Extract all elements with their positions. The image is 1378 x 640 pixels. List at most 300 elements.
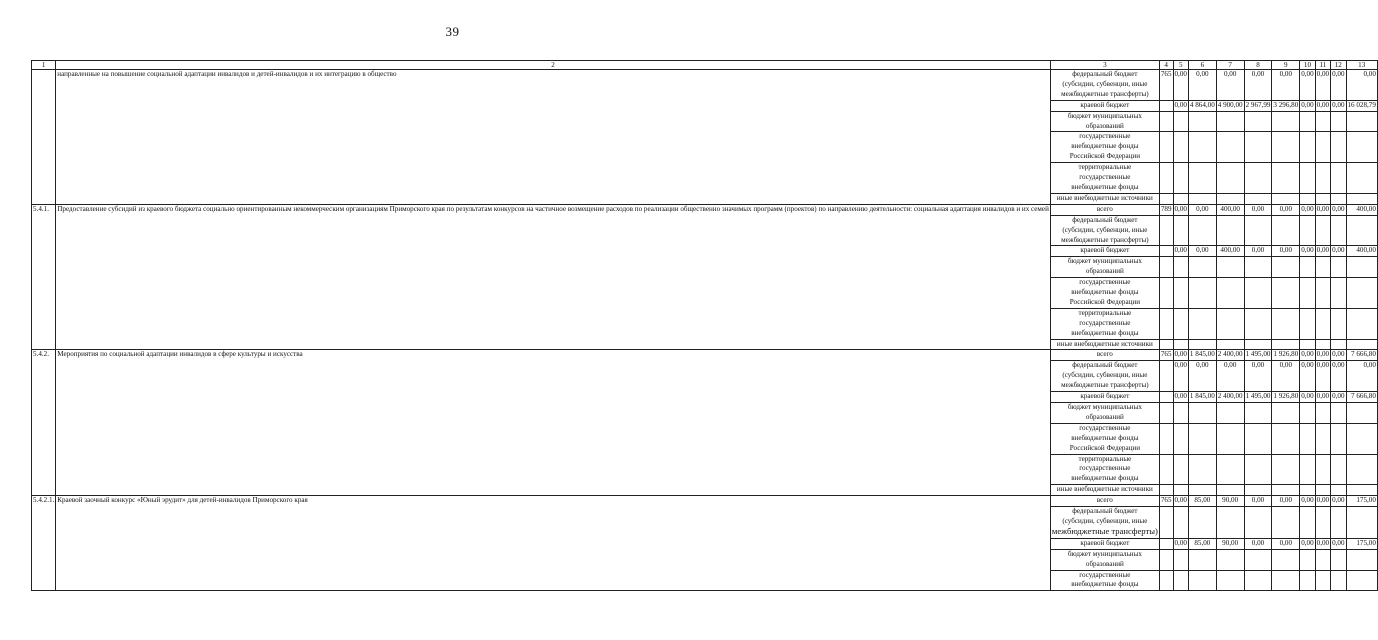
item-title: направленные на повышение социальной адаптации инвалидов и детей-инвалидов и их интеграцию в общество — [56, 70, 1051, 205]
value-cell: 0,00 — [1315, 100, 1330, 111]
value-cell: 400,00 — [1216, 246, 1244, 257]
value-cell — [1346, 549, 1377, 570]
value-cell: 0,00 — [1173, 392, 1188, 403]
value-cell — [1272, 111, 1300, 132]
value-cell: 4 900,00 — [1216, 100, 1244, 111]
value-cell — [1188, 507, 1216, 539]
item-title: Краевой заочный конкурс «Юный эрудит» для детей-инвалидов Приморского края — [56, 496, 1051, 591]
value-cell: 400,00 — [1346, 246, 1377, 257]
value-cell — [1346, 403, 1377, 424]
value-cell — [1331, 403, 1346, 424]
value-cell: 0,00 — [1300, 100, 1315, 111]
value-cell — [1188, 111, 1216, 132]
value-cell: 0,00 — [1300, 496, 1315, 507]
column-number-cell: 13 — [1346, 61, 1377, 70]
value-cell: 0,00 — [1315, 392, 1330, 403]
value-cell — [1216, 423, 1244, 454]
funding-source: краевой бюджет — [1050, 246, 1159, 257]
value-cell: 0,00 — [1272, 204, 1300, 215]
budget-code — [1159, 361, 1173, 392]
value-cell — [1300, 215, 1315, 246]
value-cell — [1331, 423, 1346, 454]
value-cell: 0,00 — [1300, 350, 1315, 361]
value-cell — [1331, 549, 1346, 570]
value-cell: 7 666,80 — [1346, 392, 1377, 403]
funding-source: краевой бюджет — [1050, 100, 1159, 111]
value-cell — [1315, 454, 1330, 485]
value-cell: 90,00 — [1216, 496, 1244, 507]
value-cell — [1300, 570, 1315, 591]
value-cell — [1272, 215, 1300, 246]
value-cell: 175,00 — [1346, 538, 1377, 549]
value-cell — [1315, 132, 1330, 163]
value-cell: 0,00 — [1315, 496, 1330, 507]
funding-source: бюджет муниципальных образований — [1050, 549, 1159, 570]
value-cell: 0,00 — [1331, 204, 1346, 215]
value-cell — [1188, 454, 1216, 485]
budget-code — [1159, 100, 1173, 111]
value-cell — [1188, 215, 1216, 246]
value-cell: 0,00 — [1300, 392, 1315, 403]
funding-source: федеральный бюджет (субсидии, субвенции, иные межбюджетные трансферты) — [1050, 215, 1159, 246]
value-cell: 0,00 — [1331, 350, 1346, 361]
value-cell — [1346, 570, 1377, 591]
value-cell — [1244, 507, 1272, 539]
value-cell — [1244, 111, 1272, 132]
value-cell — [1315, 403, 1330, 424]
value-cell: 85,00 — [1188, 496, 1216, 507]
value-cell — [1272, 403, 1300, 424]
funding-source: государственные внебюджетные фонды Российской Федерации — [1050, 278, 1159, 309]
value-cell — [1188, 278, 1216, 309]
value-cell: 0,00 — [1331, 361, 1346, 392]
value-cell — [1272, 132, 1300, 163]
value-cell — [1331, 163, 1346, 194]
value-cell — [1244, 549, 1272, 570]
value-cell: 2 967,99 — [1244, 100, 1272, 111]
value-cell — [1315, 193, 1330, 204]
column-number-cell: 3 — [1050, 61, 1159, 70]
value-cell — [1315, 257, 1330, 278]
value-cell: 0,00 — [1244, 70, 1272, 101]
value-cell: 0,00 — [1173, 350, 1188, 361]
value-cell — [1244, 215, 1272, 246]
budget-code — [1159, 308, 1173, 339]
budget-code — [1159, 507, 1173, 539]
value-cell — [1346, 507, 1377, 539]
value-cell — [1244, 485, 1272, 496]
value-cell: 0,00 — [1244, 496, 1272, 507]
value-cell — [1346, 454, 1377, 485]
value-cell — [1300, 163, 1315, 194]
funding-source: территориальные государственные внебюджетные фонды — [1050, 163, 1159, 194]
value-cell: 0,00 — [1300, 70, 1315, 101]
value-cell: 0,00 — [1244, 204, 1272, 215]
value-cell — [1300, 454, 1315, 485]
value-cell: 0,00 — [1331, 538, 1346, 549]
column-number-cell: 10 — [1300, 61, 1315, 70]
budget-code — [1159, 339, 1173, 350]
value-cell — [1272, 423, 1300, 454]
value-cell — [1331, 193, 1346, 204]
value-cell — [1216, 507, 1244, 539]
value-cell — [1173, 132, 1188, 163]
value-cell — [1173, 485, 1188, 496]
column-number-cell: 5 — [1173, 61, 1188, 70]
budget-code: 765 — [1159, 70, 1173, 101]
funding-source: всего — [1050, 204, 1159, 215]
value-cell — [1300, 132, 1315, 163]
column-number-cell: 9 — [1272, 61, 1300, 70]
value-cell — [1173, 549, 1188, 570]
value-cell — [1188, 403, 1216, 424]
value-cell — [1244, 454, 1272, 485]
value-cell: 0,00 — [1331, 70, 1346, 101]
value-cell — [1173, 507, 1188, 539]
value-cell — [1244, 423, 1272, 454]
funding-source: бюджет муниципальных образований — [1050, 403, 1159, 424]
value-cell: 0,00 — [1216, 361, 1244, 392]
value-cell — [1244, 403, 1272, 424]
value-cell — [1331, 111, 1346, 132]
value-cell — [1315, 308, 1330, 339]
value-cell: 0,00 — [1272, 361, 1300, 392]
value-cell — [1300, 257, 1315, 278]
budget-code — [1159, 538, 1173, 549]
value-cell — [1346, 215, 1377, 246]
value-cell — [1346, 339, 1377, 350]
funding-source: государственные внебюджетные фонды — [1050, 570, 1159, 591]
value-cell: 0,00 — [1331, 100, 1346, 111]
value-cell: 0,00 — [1173, 70, 1188, 101]
value-cell — [1173, 339, 1188, 350]
item-title: Мероприятия по социальной адаптации инвалидов в сфере культуры и искусства — [56, 350, 1051, 496]
value-cell: 1 495,00 — [1244, 392, 1272, 403]
value-cell: 16 028,79 — [1346, 100, 1377, 111]
value-cell — [1216, 403, 1244, 424]
value-cell — [1331, 132, 1346, 163]
value-cell: 0,00 — [1272, 538, 1300, 549]
budget-code — [1159, 392, 1173, 403]
budget-code — [1159, 485, 1173, 496]
funding-source: иные внебюджетные источники — [1050, 193, 1159, 204]
value-cell: 7 666,80 — [1346, 350, 1377, 361]
value-cell — [1244, 339, 1272, 350]
value-cell — [1272, 485, 1300, 496]
funding-source: иные внебюджетные источники — [1050, 339, 1159, 350]
funding-source: бюджет муниципальных образований — [1050, 257, 1159, 278]
value-cell: 1 845,00 — [1188, 350, 1216, 361]
value-cell — [1315, 485, 1330, 496]
budget-code — [1159, 193, 1173, 204]
value-cell — [1173, 163, 1188, 194]
value-cell — [1315, 423, 1330, 454]
item-title: Предоставление субсидий из краевого бюджета социально ориентированным некоммерческим организациям Приморского края по результатам конкурсов на частичное возмещение расходов по реализации общественно значимых программ (проектов) по направлению деятельности: социальная адаптация инвалидов и их семей — [56, 204, 1051, 350]
value-cell: 0,00 — [1173, 204, 1188, 215]
value-cell — [1272, 549, 1300, 570]
value-cell — [1244, 163, 1272, 194]
value-cell: 0,00 — [1300, 246, 1315, 257]
value-cell — [1272, 257, 1300, 278]
value-cell — [1216, 163, 1244, 194]
item-code: 5.4.1. — [32, 204, 56, 350]
value-cell: 0,00 — [1244, 361, 1272, 392]
budget-code — [1159, 215, 1173, 246]
value-cell: 0,00 — [1216, 70, 1244, 101]
value-cell — [1300, 111, 1315, 132]
value-cell: 4 864,00 — [1188, 100, 1216, 111]
budget-code — [1159, 132, 1173, 163]
value-cell: 0,00 — [1315, 350, 1330, 361]
funding-source: всего — [1050, 496, 1159, 507]
column-number-cell: 4 — [1159, 61, 1173, 70]
funding-source: территориальные государственные внебюджетные фонды — [1050, 308, 1159, 339]
value-cell: 0,00 — [1244, 538, 1272, 549]
value-cell: 0,00 — [1315, 246, 1330, 257]
value-cell — [1188, 570, 1216, 591]
budget-code — [1159, 570, 1173, 591]
value-cell — [1173, 193, 1188, 204]
value-cell: 0,00 — [1272, 496, 1300, 507]
value-cell: 2 400,00 — [1216, 392, 1244, 403]
value-cell: 1 926,80 — [1272, 350, 1300, 361]
value-cell — [1346, 111, 1377, 132]
value-cell: 400,00 — [1346, 204, 1377, 215]
value-cell — [1188, 132, 1216, 163]
value-cell — [1216, 570, 1244, 591]
column-number-cell: 1 — [32, 61, 56, 70]
value-cell: 400,00 — [1216, 204, 1244, 215]
value-cell: 0,00 — [1272, 246, 1300, 257]
budget-code — [1159, 549, 1173, 570]
column-number-row — [32, 61, 1378, 70]
value-cell — [1173, 403, 1188, 424]
value-cell — [1188, 163, 1216, 194]
value-cell — [1300, 549, 1315, 570]
value-cell — [1272, 308, 1300, 339]
value-cell: 3 296,80 — [1272, 100, 1300, 111]
value-cell — [1216, 215, 1244, 246]
funding-source: федеральный бюджет (субсидии, субвенции, иные межбюджетные трансферты) — [1050, 361, 1159, 392]
value-cell — [1346, 308, 1377, 339]
item-code: 5.4.2. — [32, 350, 56, 496]
column-number-cell: 2 — [56, 61, 1051, 70]
value-cell: 0,00 — [1173, 246, 1188, 257]
value-cell: 0,00 — [1244, 246, 1272, 257]
value-cell: 2 400,00 — [1216, 350, 1244, 361]
value-cell — [1315, 215, 1330, 246]
value-cell — [1244, 257, 1272, 278]
value-cell — [1244, 278, 1272, 309]
item-code: 5.4.2.1. — [32, 496, 56, 591]
value-cell — [1272, 278, 1300, 309]
value-cell — [1272, 507, 1300, 539]
table-row — [32, 70, 1378, 101]
value-cell: 0,00 — [1188, 361, 1216, 392]
value-cell — [1216, 111, 1244, 132]
value-cell — [1173, 454, 1188, 485]
value-cell — [1188, 485, 1216, 496]
value-cell — [1300, 507, 1315, 539]
value-cell: 0,00 — [1315, 361, 1330, 392]
value-cell — [1315, 163, 1330, 194]
value-cell: 0,00 — [1188, 204, 1216, 215]
value-cell — [1315, 339, 1330, 350]
funding-source: краевой бюджет — [1050, 392, 1159, 403]
value-cell — [1244, 193, 1272, 204]
column-number-cell: 6 — [1188, 61, 1216, 70]
funding-source: всего — [1050, 350, 1159, 361]
item-code — [32, 70, 56, 205]
value-cell — [1300, 485, 1315, 496]
funding-source: федеральный бюджет (субсидии, субвенции, иные межбюджетные трансферты) — [1050, 70, 1159, 101]
value-cell — [1173, 257, 1188, 278]
value-cell: 0,00 — [1173, 496, 1188, 507]
value-cell — [1216, 132, 1244, 163]
value-cell — [1188, 257, 1216, 278]
value-cell — [1315, 278, 1330, 309]
value-cell — [1346, 485, 1377, 496]
funding-source: иные внебюджетные источники — [1050, 485, 1159, 496]
value-cell — [1300, 423, 1315, 454]
value-cell — [1331, 278, 1346, 309]
value-cell — [1244, 132, 1272, 163]
value-cell — [1216, 193, 1244, 204]
value-cell: 0,00 — [1315, 538, 1330, 549]
value-cell: 0,00 — [1331, 392, 1346, 403]
value-cell: 0,00 — [1300, 204, 1315, 215]
value-cell — [1300, 193, 1315, 204]
value-cell — [1272, 193, 1300, 204]
value-cell — [1346, 163, 1377, 194]
value-cell: 0,00 — [1173, 361, 1188, 392]
value-cell — [1216, 549, 1244, 570]
value-cell — [1331, 215, 1346, 246]
budget-code — [1159, 278, 1173, 309]
value-cell: 0,00 — [1346, 361, 1377, 392]
value-cell — [1173, 278, 1188, 309]
value-cell — [1315, 507, 1330, 539]
funding-source: бюджет муниципальных образований — [1050, 111, 1159, 132]
value-cell — [1331, 454, 1346, 485]
budget-code: 765 — [1159, 350, 1173, 361]
value-cell — [1300, 339, 1315, 350]
budget-code: 765 — [1159, 496, 1173, 507]
value-cell — [1216, 257, 1244, 278]
value-cell — [1346, 193, 1377, 204]
funding-source: территориальные государственные внебюджетные фонды — [1050, 454, 1159, 485]
value-cell: 0,00 — [1300, 538, 1315, 549]
budget-code — [1159, 403, 1173, 424]
value-cell: 0,00 — [1315, 70, 1330, 101]
value-cell — [1173, 111, 1188, 132]
value-cell: 0,00 — [1331, 246, 1346, 257]
value-cell — [1216, 485, 1244, 496]
value-cell: 0,00 — [1272, 70, 1300, 101]
value-cell: 1 495,00 — [1244, 350, 1272, 361]
table-row — [32, 204, 1378, 215]
value-cell: 0,00 — [1188, 246, 1216, 257]
value-cell — [1346, 257, 1377, 278]
budget-table — [31, 60, 1378, 591]
column-number-cell: 11 — [1315, 61, 1330, 70]
funding-source: краевой бюджет — [1050, 538, 1159, 549]
value-cell — [1188, 308, 1216, 339]
value-cell — [1244, 570, 1272, 591]
value-cell — [1331, 339, 1346, 350]
value-cell — [1300, 308, 1315, 339]
value-cell — [1216, 454, 1244, 485]
value-cell — [1216, 308, 1244, 339]
value-cell — [1315, 549, 1330, 570]
value-cell — [1173, 570, 1188, 591]
value-cell — [1272, 570, 1300, 591]
budget-code: 789 — [1159, 204, 1173, 215]
value-cell — [1188, 193, 1216, 204]
budget-code — [1159, 423, 1173, 454]
value-cell — [1331, 257, 1346, 278]
value-cell — [1272, 163, 1300, 194]
value-cell — [1188, 423, 1216, 454]
value-cell — [1188, 339, 1216, 350]
value-cell: 175,00 — [1346, 496, 1377, 507]
value-cell — [1331, 570, 1346, 591]
budget-code — [1159, 246, 1173, 257]
value-cell — [1173, 308, 1188, 339]
value-cell: 0,00 — [1173, 538, 1188, 549]
value-cell — [1272, 454, 1300, 485]
column-number-cell: 7 — [1216, 61, 1244, 70]
value-cell: 85,00 — [1188, 538, 1216, 549]
value-cell — [1300, 403, 1315, 424]
value-cell: 0,00 — [1315, 204, 1330, 215]
budget-code — [1159, 163, 1173, 194]
value-cell — [1216, 339, 1244, 350]
value-cell: 1 926,80 — [1272, 392, 1300, 403]
column-number-cell: 8 — [1244, 61, 1272, 70]
budget-code — [1159, 111, 1173, 132]
value-cell — [1244, 308, 1272, 339]
table-row — [32, 496, 1378, 507]
table-row — [32, 350, 1378, 361]
value-cell — [1216, 278, 1244, 309]
value-cell — [1300, 278, 1315, 309]
value-cell: 0,00 — [1331, 496, 1346, 507]
value-cell: 0,00 — [1346, 70, 1377, 101]
value-cell: 1 845,00 — [1188, 392, 1216, 403]
value-cell — [1346, 278, 1377, 309]
value-cell — [1315, 111, 1330, 132]
value-cell: 0,00 — [1188, 70, 1216, 101]
value-cell — [1173, 215, 1188, 246]
value-cell — [1346, 423, 1377, 454]
funding-source: государственные внебюджетные фонды Российской Федерации — [1050, 423, 1159, 454]
funding-source: федеральный бюджет (субсидии, субвенции, иные межбюджетные трансферты) — [1050, 507, 1159, 539]
value-cell — [1346, 132, 1377, 163]
value-cell — [1188, 549, 1216, 570]
page-number: 39 — [445, 24, 460, 39]
value-cell — [1331, 308, 1346, 339]
value-cell — [1173, 423, 1188, 454]
value-cell — [1315, 570, 1330, 591]
column-number-cell: 12 — [1331, 61, 1346, 70]
value-cell — [1272, 339, 1300, 350]
budget-code — [1159, 454, 1173, 485]
value-cell — [1331, 485, 1346, 496]
value-cell: 0,00 — [1300, 361, 1315, 392]
funding-source: государственные внебюджетные фонды Российской Федерации — [1050, 132, 1159, 163]
value-cell: 0,00 — [1173, 100, 1188, 111]
